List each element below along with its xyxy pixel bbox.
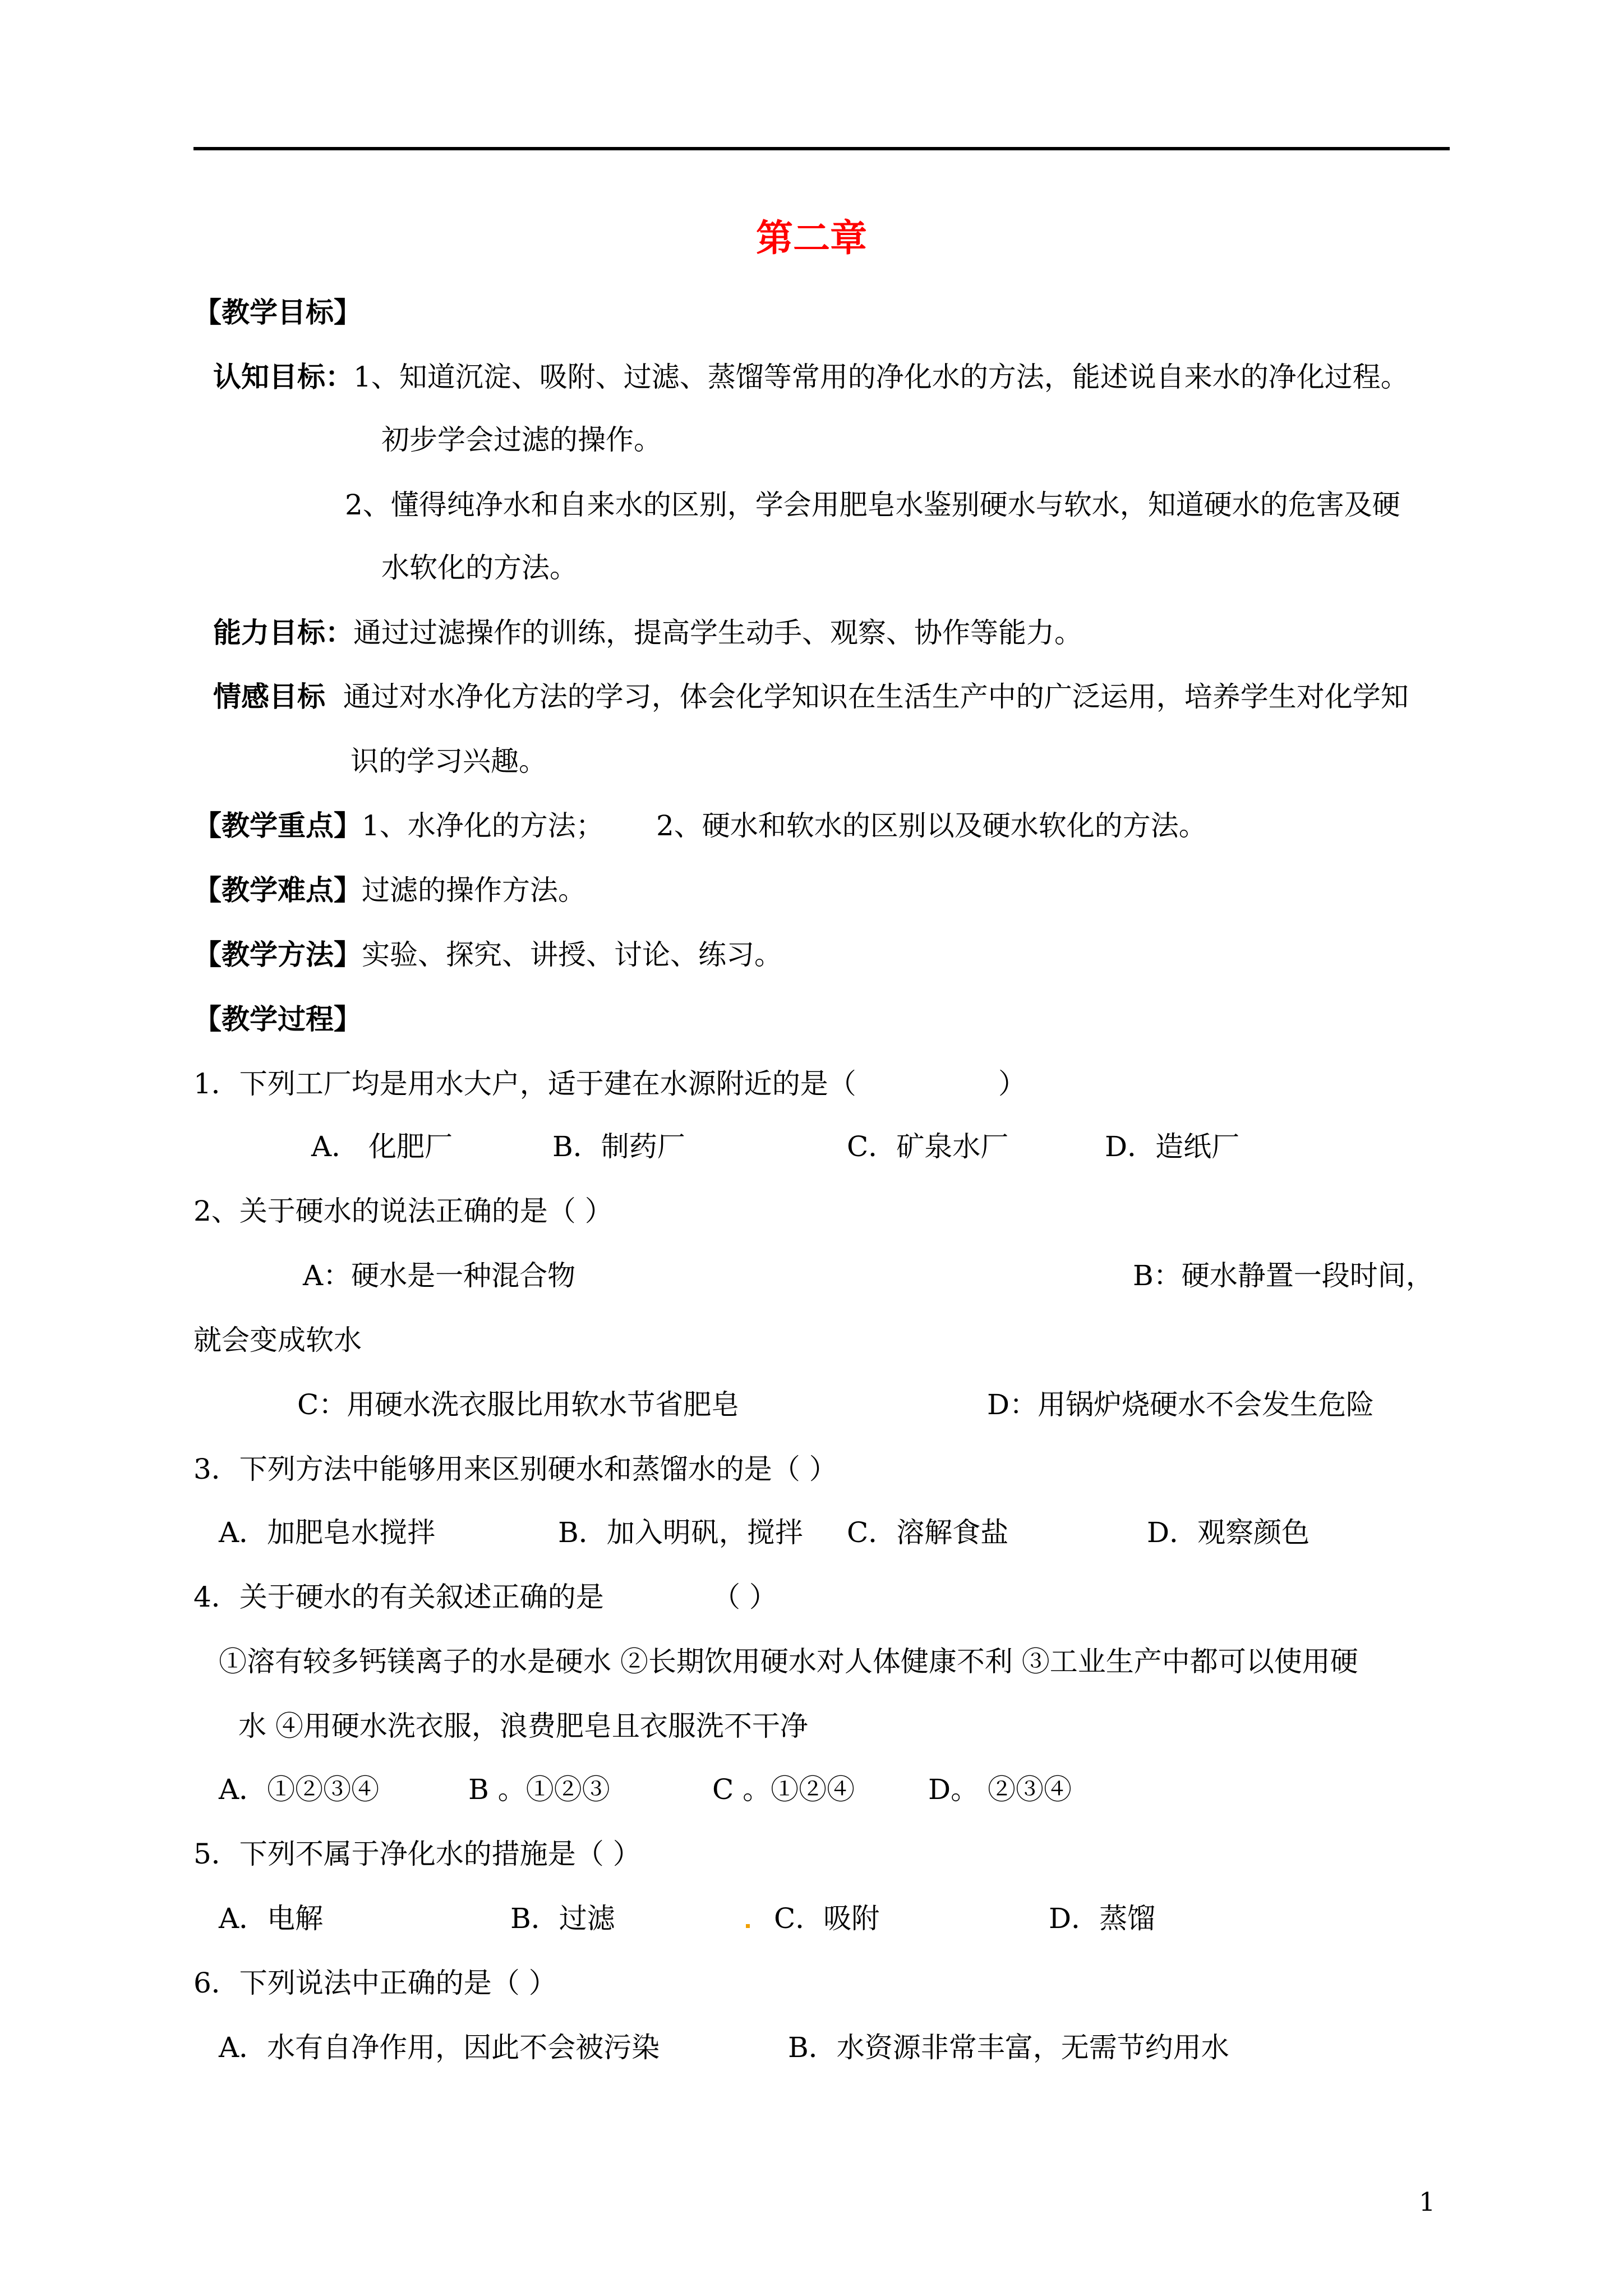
question-3-option-b: B．加入明矾，搅拌 bbox=[558, 1516, 803, 1549]
question-1-option-c: C．矿泉水厂 bbox=[847, 1130, 1009, 1163]
stray-dot-mark bbox=[746, 1924, 750, 1928]
emotion-text-cont: 识的学习兴趣。 bbox=[351, 745, 547, 777]
ability-label: 能力目标： bbox=[213, 616, 353, 649]
question-2-option-b-cont: 就会变成软水 bbox=[193, 1324, 362, 1356]
cognitive-objective-line-1 bbox=[213, 359, 1409, 395]
objectives-header: 【教学目标】 bbox=[193, 296, 362, 329]
question-5-option-a: A．电解 bbox=[219, 1902, 324, 1935]
emotion-text: 通过对水净化方法的学习，体会化学知识在生活生产中的广泛运用，培养学生对化学知 bbox=[343, 680, 1409, 713]
question-4-statements-line-1: ①溶有较多钙镁离子的水是硬水 ②长期饮用硬水对人体健康不利 ③工业生产中都可以使用硬 bbox=[219, 1645, 1358, 1678]
page-number: 1 bbox=[1419, 2187, 1436, 2217]
emotion-label: 情感目标 bbox=[213, 680, 325, 713]
emotion-objective bbox=[213, 679, 1409, 715]
process-header: 【教学过程】 bbox=[193, 1003, 362, 1036]
question-1-option-b: B．制药厂 bbox=[552, 1130, 685, 1163]
chapter-title: 第二章 bbox=[756, 217, 867, 260]
difficulty-label: 【教学难点】 bbox=[193, 874, 362, 907]
question-5-stem: 5．下列不属于净化水的措施是（ ） bbox=[193, 1838, 641, 1870]
question-5-option-b: B．过滤 bbox=[510, 1902, 615, 1935]
methods-label: 【教学方法】 bbox=[193, 938, 362, 971]
key-points bbox=[193, 808, 604, 844]
key-point-2: 2、硬水和软水的区别以及硬水软化的方法。 bbox=[656, 809, 1207, 842]
ability-objective bbox=[213, 615, 1082, 651]
methods-text: 实验、探究、讲授、讨论、练习。 bbox=[362, 938, 782, 971]
cognitive-item-1: 1、知道沉淀、吸附、过滤、蒸馏等常用的净化水的方法，能述说自来水的净化过程。 bbox=[353, 361, 1409, 393]
question-6-stem: 6．下列说法中正确的是（ ） bbox=[193, 1967, 557, 1999]
cognitive-item-2-cont: 水软化的方法。 bbox=[381, 551, 578, 584]
question-3-option-a: A．加肥皂水搅拌 bbox=[219, 1516, 436, 1549]
question-5-option-c: C．吸附 bbox=[774, 1902, 880, 1935]
question-4-statements-line-2: 水 ④用硬水洗衣服，浪费肥皂且衣服洗不干净 bbox=[238, 1710, 808, 1742]
key-point-1: 1、水净化的方法； bbox=[362, 809, 604, 842]
ability-text: 通过过滤操作的训练，提高学生动手、观察、协作等能力。 bbox=[353, 616, 1082, 649]
question-4-option-c: C 。①②④ bbox=[712, 1773, 855, 1806]
question-3-option-d: D．观察颜色 bbox=[1147, 1516, 1310, 1549]
cognitive-item-2: 2、懂得纯净水和自来水的区别，学会用肥皂水鉴别硬水与软水，知道硬水的危害及硬 bbox=[345, 489, 1400, 521]
question-1-option-a: A． 化肥厂 bbox=[311, 1130, 453, 1163]
question-3-option-c: C．溶解食盐 bbox=[847, 1516, 1009, 1549]
header-rule bbox=[193, 147, 1450, 150]
question-1-stem: 1．下列工厂均是用水大户，适于建在水源附近的是（ bbox=[193, 1068, 856, 1100]
cognitive-item-1-cont: 初步学会过滤的操作。 bbox=[381, 424, 662, 456]
question-1-close-paren: ） bbox=[998, 1068, 1026, 1100]
key-points-label: 【教学重点】 bbox=[193, 809, 362, 842]
question-4-paren: （ ） bbox=[712, 1581, 777, 1613]
question-6-option-a: A．水有自净作用，因此不会被污染 bbox=[219, 2031, 660, 2064]
difficulty-text: 过滤的操作方法。 bbox=[362, 874, 586, 907]
question-4-option-d: D。 ②③④ bbox=[928, 1773, 1072, 1806]
question-4-stem: 4．关于硬水的有关叙述正确的是 bbox=[193, 1581, 604, 1613]
question-2-option-b: B：硬水静置一段时间， bbox=[1133, 1259, 1434, 1292]
question-2-stem: 2、关于硬水的说法正确的是（ ） bbox=[193, 1195, 613, 1227]
question-1-option-d: D．造纸厂 bbox=[1105, 1130, 1240, 1163]
question-4-option-b: B 。①②③ bbox=[468, 1773, 610, 1806]
question-6-option-b: B．水资源非常丰富，无需节约用水 bbox=[788, 2031, 1229, 2064]
question-3-stem: 3．下列方法中能够用来区别硬水和蒸馏水的是（ ） bbox=[193, 1453, 837, 1485]
methods bbox=[193, 937, 782, 973]
question-2-option-d: D：用锅炉烧硬水不会发生危险 bbox=[987, 1388, 1375, 1421]
question-2-option-a: A：硬水是一种混合物 bbox=[303, 1259, 576, 1292]
question-4-option-a: A．①②③④ bbox=[219, 1773, 380, 1806]
question-2-option-c: C：用硬水洗衣服比用软水节省肥皂 bbox=[297, 1388, 740, 1421]
question-5-option-d: D．蒸馏 bbox=[1049, 1902, 1156, 1935]
cognitive-label: 认知目标： bbox=[213, 361, 353, 393]
difficulty bbox=[193, 872, 586, 908]
